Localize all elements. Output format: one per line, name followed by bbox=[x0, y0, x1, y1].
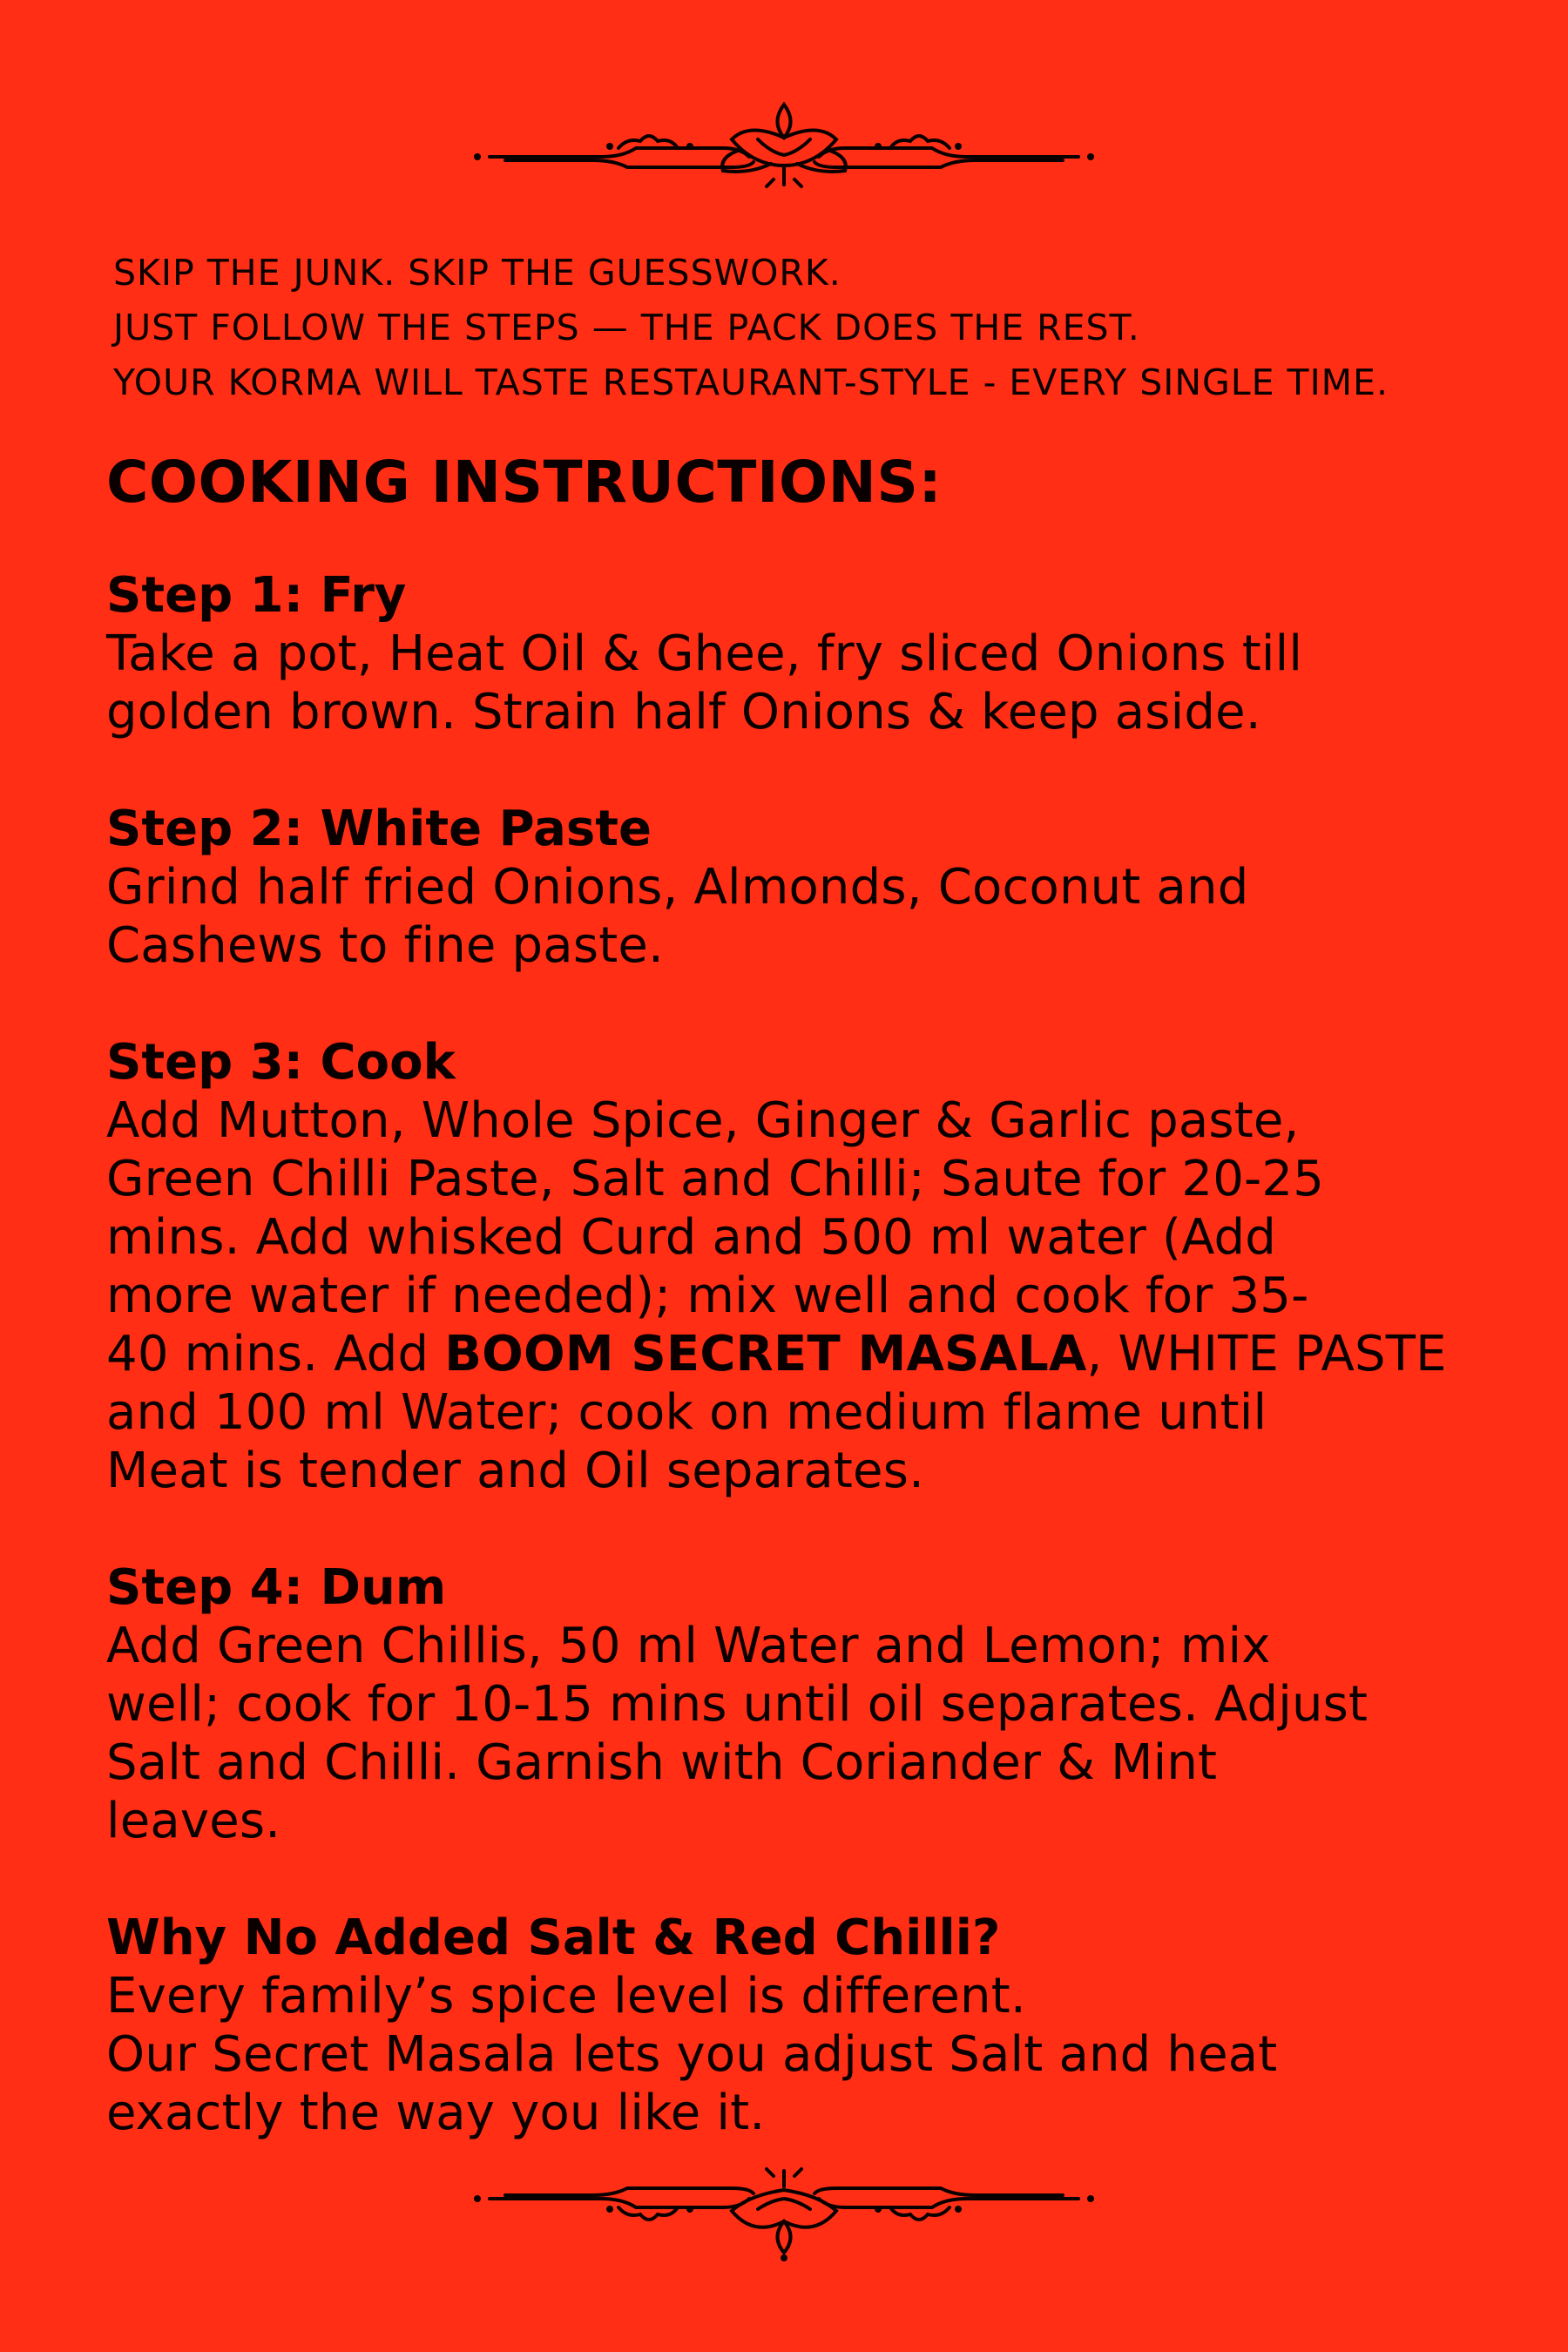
step-3-section bbox=[106, 1033, 1500, 1500]
step-line-text: 40 mins. Add bbox=[106, 1326, 445, 1382]
intro-line: JUST FOLLOW THE STEPS — THE PACK DOES THE REST. bbox=[113, 307, 1140, 348]
instructions-body bbox=[106, 566, 1500, 2200]
product-name: BOOM SECRET MASALA bbox=[444, 1326, 1087, 1382]
why-line: Our Secret Masala lets you adjust Salt and heat bbox=[106, 2026, 1278, 2083]
why-line: Every family’s spice level is different. bbox=[106, 1968, 1026, 2024]
step-line: Green Chilli Paste, Salt and Chilli; Saute for 20-25 bbox=[106, 1151, 1325, 1207]
step-line: well; cook for 10-15 mins until oil separates. Adjust bbox=[106, 1676, 1369, 1733]
step-line: Cashews to fine paste. bbox=[106, 917, 665, 974]
step-line: mins. Add whisked Curd and 500 ml water (Add bbox=[106, 1209, 1277, 1266]
step-4-section bbox=[106, 1558, 1500, 1850]
intro-line: YOUR KORMA WILL TASTE RESTAURANT-STYLE - EVERY SINGLE TIME. bbox=[113, 362, 1389, 403]
step-1-section bbox=[106, 566, 1500, 741]
step-line-text: , WHITE PASTE bbox=[1086, 1326, 1447, 1382]
step-title: Step 2: White Paste bbox=[106, 801, 652, 857]
step-line: Add Mutton, Whole Spice, Ginger & Garlic paste, bbox=[106, 1092, 1300, 1149]
intro-line: SKIP THE JUNK. SKIP THE GUESSWORK. bbox=[113, 252, 841, 294]
page-title: COOKING INSTRUCTIONS: bbox=[106, 449, 943, 516]
step-line: Add Green Chillis, 50 ml Water and Lemon; mix bbox=[106, 1618, 1271, 1674]
step-line bbox=[106, 1325, 1500, 1383]
step-title: Step 4: Dum bbox=[106, 1559, 447, 1616]
step-line: more water if needed); mix well and cook for 35- bbox=[106, 1267, 1309, 1324]
step-line: golden brown. Strain half Onions & keep aside. bbox=[106, 684, 1261, 740]
step-title: Step 1: Fry bbox=[106, 567, 407, 624]
step-title: Step 3: Cook bbox=[106, 1034, 456, 1091]
step-line: Take a pot, Heat Oil & Ghee, fry sliced Onions till bbox=[106, 625, 1303, 682]
top-ornament-divider-icon bbox=[0, 87, 1568, 192]
step-2-section bbox=[106, 800, 1500, 975]
step-line: Grind half fried Onions, Almonds, Coconut and bbox=[106, 859, 1249, 916]
why-section bbox=[106, 1909, 1500, 2142]
step-line: leaves. bbox=[106, 1793, 281, 1849]
why-title: Why No Added Salt & Red Chilli? bbox=[106, 1909, 1001, 1966]
step-line: Salt and Chilli. Garnish with Coriander & Mint bbox=[106, 1734, 1218, 1791]
step-line: Meat is tender and Oil separates. bbox=[106, 1443, 925, 1499]
step-line: and 100 ml Water; cook on medium flame until bbox=[106, 1384, 1267, 1441]
bottom-ornament-divider-icon bbox=[0, 2160, 1568, 2265]
why-line: exactly the way you like it. bbox=[106, 2085, 766, 2141]
intro-text bbox=[113, 246, 1507, 410]
